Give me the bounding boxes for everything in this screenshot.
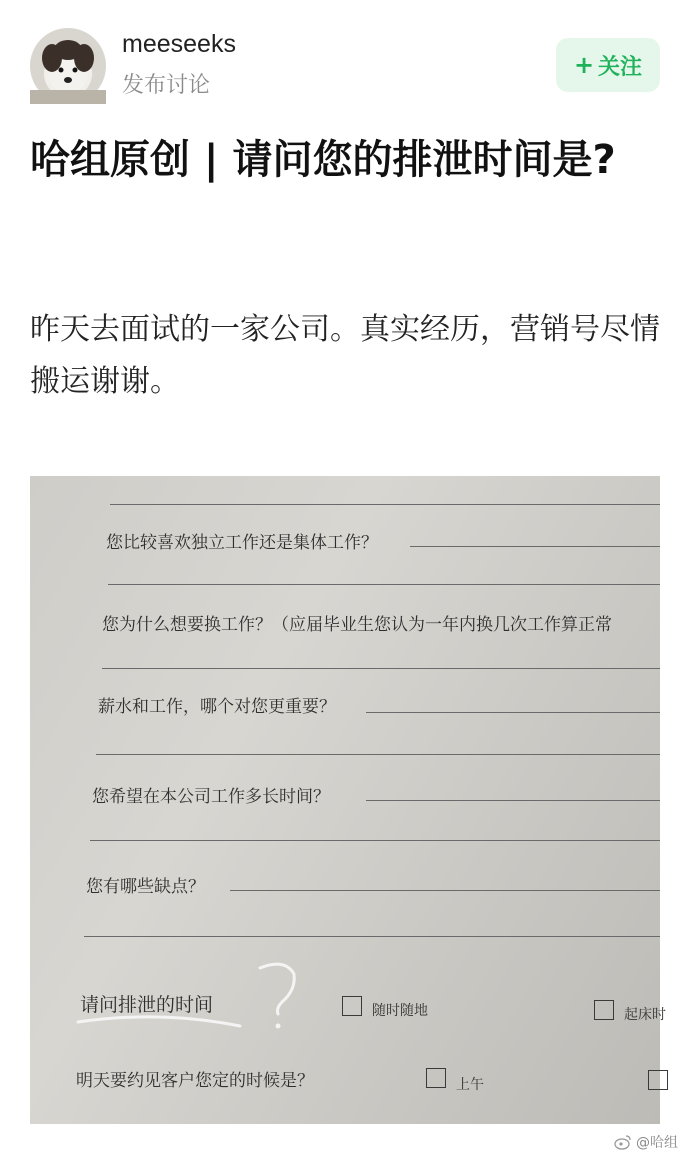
- answer-line: [366, 800, 660, 801]
- option-wakeup: 起床时: [624, 1007, 666, 1023]
- plus-icon: +: [573, 51, 595, 79]
- post-image[interactable]: [30, 476, 666, 1124]
- watermark-text: @哈组: [636, 1135, 678, 1151]
- question-5: 您有哪些缺点？: [86, 877, 205, 897]
- post-body: 昨天去面试的一家公司。真实经历，营销号尽情搬运谢谢。: [30, 312, 660, 399]
- question-4: 您希望在本公司工作多长时间？: [92, 787, 330, 807]
- handwritten-annotation: [70, 956, 290, 1036]
- follow-button[interactable]: [556, 38, 660, 92]
- post-title: 哈组原创 | 请问您的排泄时间是?: [30, 137, 616, 183]
- option-morning: 上午: [456, 1077, 484, 1093]
- checkbox-morning[interactable]: [426, 1068, 446, 1088]
- answer-line: [108, 584, 660, 585]
- answer-line: [96, 754, 660, 755]
- watermark: [614, 1132, 678, 1152]
- answer-line: [410, 546, 660, 547]
- checkbox-partial[interactable]: [648, 1070, 668, 1090]
- question-7: 明天要约见客户您定的时候是？: [76, 1071, 314, 1091]
- answer-line: [230, 890, 660, 891]
- answer-line: [102, 668, 660, 669]
- post-action-label: 发布讨论: [122, 73, 211, 98]
- author-name[interactable]: meeseeks: [122, 30, 236, 58]
- answer-line: [90, 840, 660, 841]
- answer-line: [366, 712, 660, 713]
- follow-label: 关注: [598, 54, 643, 80]
- question-2: 您为什么想要换工作？（应届毕业生您认为一年内换几次工作算正常: [102, 615, 612, 635]
- puppy-avatar-image: [30, 28, 106, 104]
- checkbox-wakeup[interactable]: [594, 1000, 614, 1020]
- weibo-icon: [614, 1134, 632, 1150]
- question-1: 您比较喜欢独立工作还是集体工作？: [106, 533, 378, 553]
- answer-line: [84, 936, 660, 937]
- answer-line: [110, 504, 660, 505]
- question-6: 请问排泄的时间: [80, 994, 214, 1016]
- checkbox-anytime[interactable]: [342, 996, 362, 1016]
- avatar[interactable]: [30, 28, 106, 104]
- option-anytime: 随时随地: [372, 1003, 428, 1019]
- question-3: 薪水和工作，哪个对您更重要？: [98, 697, 336, 717]
- post-header: [30, 28, 662, 106]
